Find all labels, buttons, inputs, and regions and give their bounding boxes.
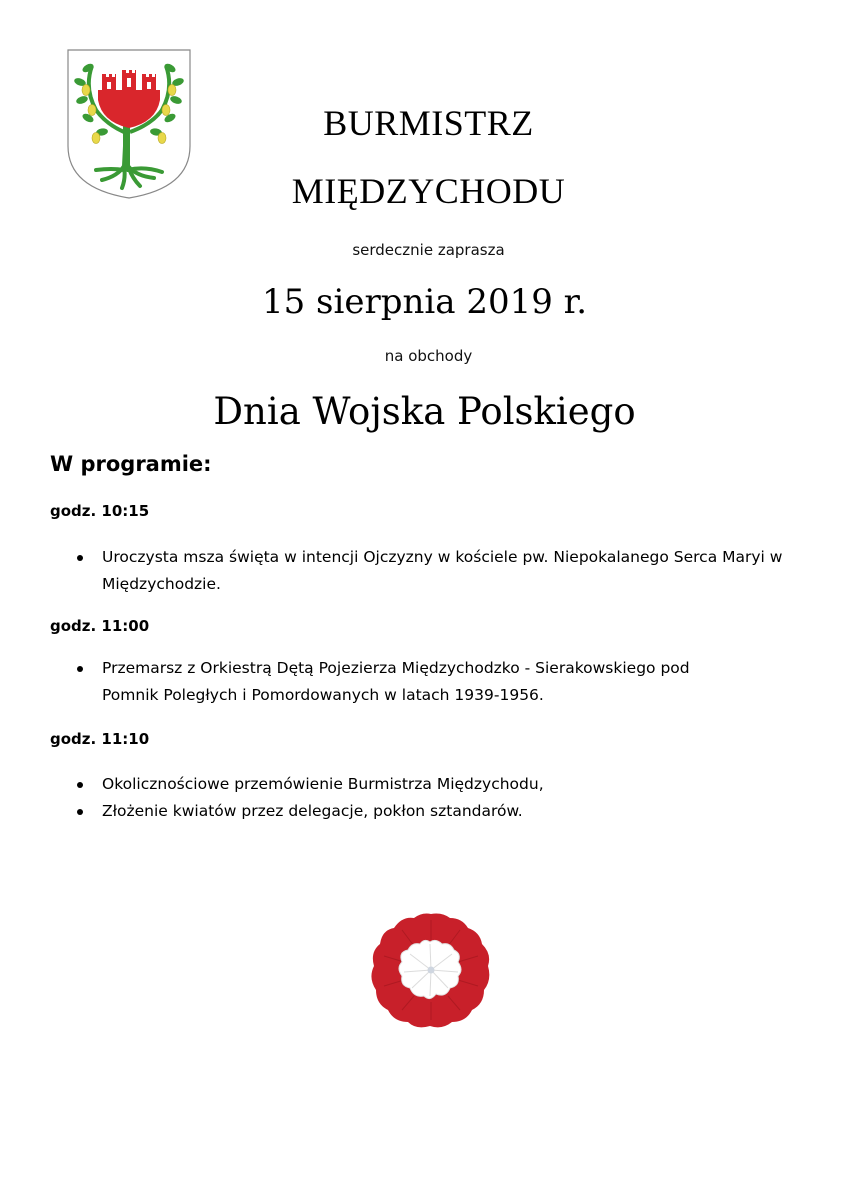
program-block bbox=[50, 617, 699, 709]
cockade-icon bbox=[370, 910, 492, 1030]
bullet-icon bbox=[77, 555, 83, 561]
program-list bbox=[50, 655, 699, 709]
title-burmistrz: BURMISTRZ bbox=[323, 103, 534, 143]
program-block bbox=[50, 502, 809, 598]
list-item-text: Przemarsz z Orkiestrą Dętą Pojezierza Międzychodzko - Sierakowskiego pod Pomnik Poległych i Pomordowanych w latach 1939-1956. bbox=[102, 659, 690, 704]
title-miedzychodu: MIĘDZYCHODU bbox=[291, 171, 566, 211]
list-item-text: Złożenie kwiatów przez delegacje, pokłon sztandarów. bbox=[102, 802, 523, 820]
bullet-icon bbox=[77, 666, 83, 672]
bullet-icon bbox=[77, 782, 83, 788]
invite-text: serdecznie zaprasza bbox=[352, 241, 505, 259]
list-item-text: Uroczysta msza święta w intencji Ojczyzny w kościele pw. Niepokalanego Serca Maryi w Międzychodzie. bbox=[102, 548, 783, 593]
program-heading: W programie: bbox=[50, 452, 212, 476]
program-time: godz. 11:10 bbox=[50, 730, 150, 748]
occasion-intro: na obchody bbox=[384, 347, 473, 365]
list-item bbox=[50, 544, 809, 598]
list-item-text: Okolicznościowe przemówienie Burmistrza Międzychodu, bbox=[102, 775, 544, 793]
program-time: godz. 10:15 bbox=[50, 502, 150, 520]
list-item bbox=[50, 798, 809, 825]
list-item bbox=[50, 771, 809, 798]
program-list bbox=[50, 544, 809, 598]
event-name: Dnia Wojska Polskiego bbox=[213, 390, 636, 433]
program-list bbox=[50, 771, 809, 825]
list-item bbox=[50, 655, 699, 709]
program-block bbox=[50, 730, 809, 825]
bullet-icon bbox=[77, 809, 83, 815]
program-time: godz. 11:00 bbox=[50, 617, 150, 635]
event-date: 15 sierpnia 2019 r. bbox=[261, 282, 588, 322]
